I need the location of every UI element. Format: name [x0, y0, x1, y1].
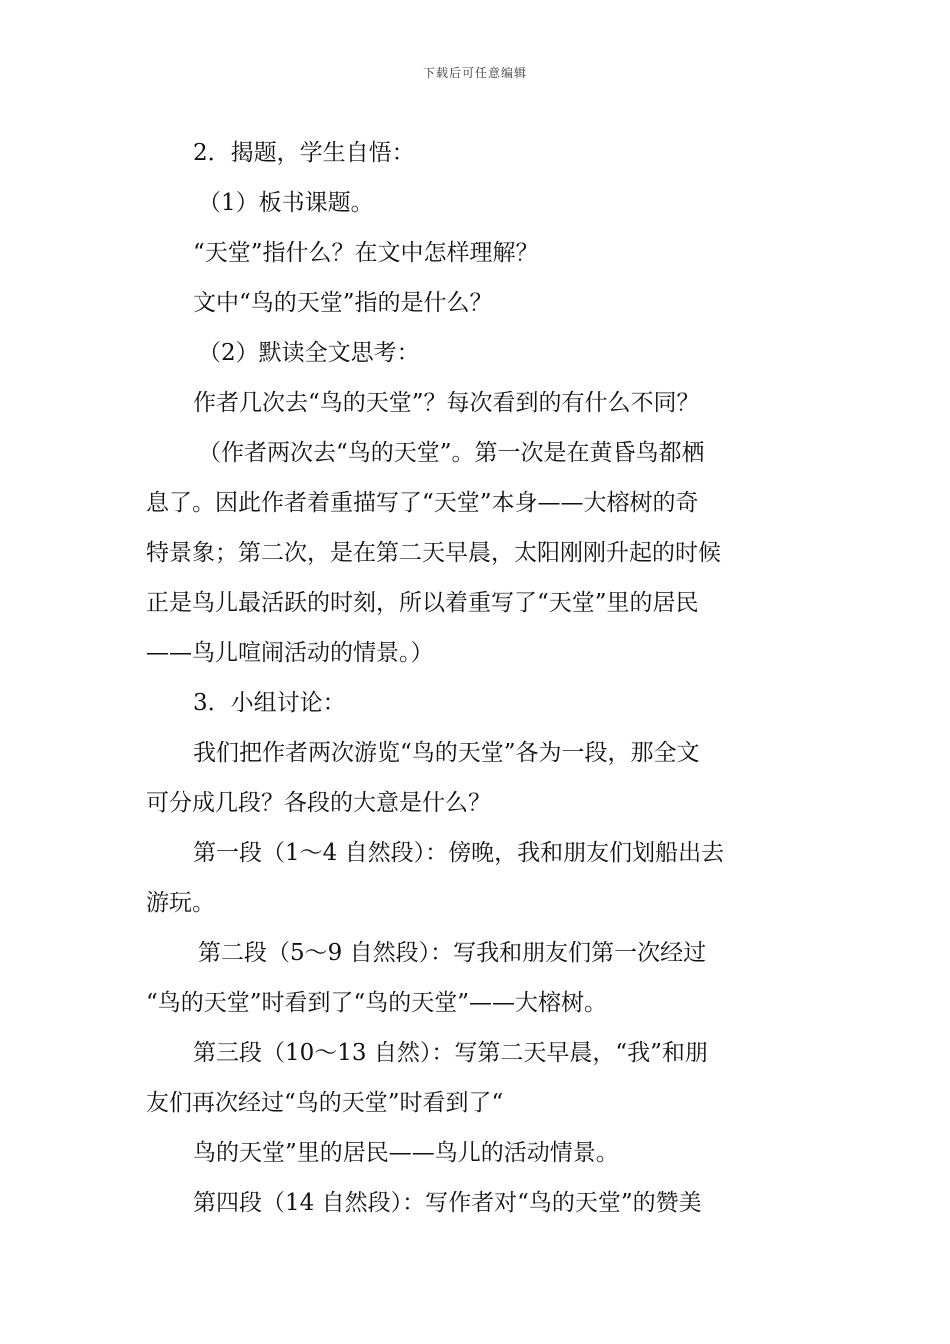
text-line: 文中“鸟的天堂”指的是什么？ — [193, 290, 493, 316]
text-line: （2）默读全文思考： — [198, 340, 420, 366]
text-line: 游玩。 — [146, 890, 215, 916]
text-line: ——鸟儿喧闹活动的情景。） — [146, 640, 434, 666]
text-line: 可分成几段？各段的大意是什么？ — [146, 790, 491, 816]
document-body — [146, 128, 810, 1228]
text-line: 特景象；第二次，是在第二天早晨，太阳刚刚升起的时候 — [146, 540, 721, 566]
text-line: “天堂”指什么？在文中怎样理解？ — [193, 240, 539, 266]
text-line: 第二段（5～9 自然段）：写我和朋友们第一次经过 — [198, 940, 707, 966]
text-line: 2．揭题，学生自悟： — [193, 140, 415, 166]
text-line: 3．小组讨论： — [193, 690, 346, 716]
text-line: 第一段（1～4 自然段）：傍晚，我和朋友们划船出去 — [193, 840, 725, 866]
text-line: “鸟的天堂”时看到了“鸟的天堂”——大榕树。 — [146, 990, 608, 1016]
page-header: 下载后可任意编辑 — [422, 66, 527, 80]
text-line: （1）板书课题。 — [198, 190, 374, 216]
text-line: 我们把作者两次游览“鸟的天堂”各为一段，那全文 — [193, 740, 700, 766]
text-line: 作者几次去“鸟的天堂”？每次看到的有什么不同？ — [193, 390, 700, 416]
text-line: 友们再次经过“鸟的天堂”时看到了“ — [146, 1090, 504, 1116]
text-line: 第四段（14 自然段）：写作者对“鸟的天堂”的赞美 — [193, 1190, 702, 1216]
text-line: 正是鸟儿最活跃的时刻，所以着重写了“天堂”里的居民 — [146, 590, 699, 616]
text-line: （作者两次去“鸟的天堂”。第一次是在黄昏鸟都栖 — [198, 440, 705, 466]
text-line: 息了。因此作者着重描写了“天堂”本身——大榕树的奇 — [146, 490, 699, 516]
text-line: 第三段（10～13 自然）：写第二天早晨，“我”和朋 — [193, 1040, 708, 1066]
text-line: 鸟的天堂”里的居民——鸟儿的活动情景。 — [193, 1140, 619, 1166]
